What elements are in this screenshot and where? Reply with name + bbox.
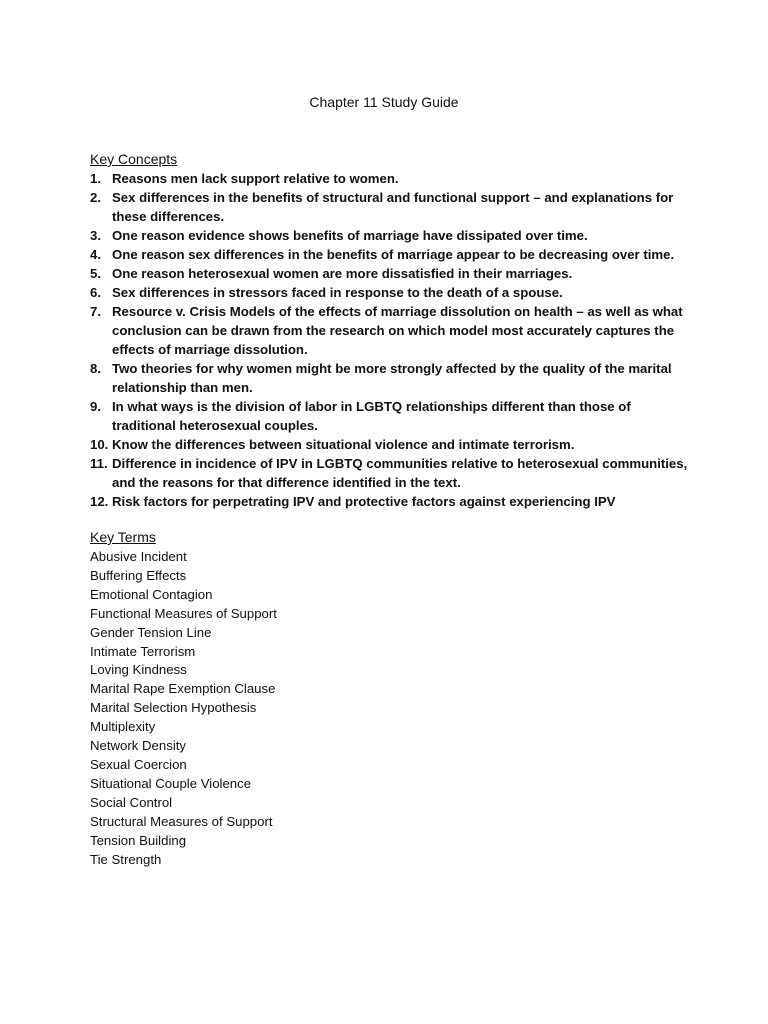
concept-item xyxy=(90,397,690,435)
key-term-item: Intimate Terrorism xyxy=(90,643,196,659)
key-term-item: Buffering Effects xyxy=(90,567,187,583)
concept-number: 5. xyxy=(90,266,101,281)
concept-item xyxy=(90,226,690,245)
concept-item xyxy=(90,245,690,264)
concept-text: Difference in incidence of IPV in LGBTQ communities relative to heterosexual communities, and the reasons for that difference identified in the text. xyxy=(112,456,688,490)
concept-number: 6. xyxy=(90,285,101,300)
concept-item xyxy=(90,302,690,359)
key-concepts-list xyxy=(90,169,690,511)
concept-text: One reason sex differences in the benefits of marriage appear to be decreasing over time. xyxy=(112,247,675,262)
concept-number: 10. xyxy=(90,437,109,452)
key-terms-list xyxy=(90,548,277,869)
key-term-item: Social Control xyxy=(90,794,173,810)
concept-item xyxy=(90,188,690,226)
key-term-item: Situational Couple Violence xyxy=(90,775,252,791)
concept-text: Two theories for why women might be more strongly affected by the quality of the marital relationship than men. xyxy=(112,361,672,395)
key-term-item: Multiplexity xyxy=(90,719,156,735)
concept-item xyxy=(90,169,690,188)
key-term-item: Loving Kindness xyxy=(90,662,187,678)
concept-text: One reason evidence shows benefits of marriage have dissipated over time. xyxy=(112,228,588,243)
key-term-item: Network Density xyxy=(90,738,187,754)
key-term-item: Marital Rape Exemption Clause xyxy=(90,681,276,697)
concept-text: Know the differences between situational violence and intimate terrorism. xyxy=(112,437,575,452)
document-title: Chapter 11 Study Guide xyxy=(309,94,459,110)
concept-text: Sex differences in the benefits of structural and functional support – and explanations for these differences. xyxy=(112,190,674,224)
concept-item xyxy=(90,264,690,283)
key-term-item: Sexual Coercion xyxy=(90,756,187,772)
concept-number: 11. xyxy=(90,456,108,471)
key-term-item: Marital Selection Hypothesis xyxy=(90,700,257,716)
concept-number: 12. xyxy=(90,494,109,509)
key-term-item: Structural Measures of Support xyxy=(90,813,273,829)
concept-text: Reasons men lack support relative to women. xyxy=(112,171,399,186)
key-terms-heading: Key Terms xyxy=(90,529,156,545)
concept-item xyxy=(90,454,690,492)
concept-number: 3. xyxy=(90,228,101,243)
concept-number: 9. xyxy=(90,399,101,414)
key-term-item: Tie Strength xyxy=(90,851,162,867)
concept-item xyxy=(90,435,690,454)
key-term-item: Abusive Incident xyxy=(90,549,187,564)
key-term-item: Emotional Contagion xyxy=(90,586,213,602)
key-term-item: Functional Measures of Support xyxy=(90,605,277,621)
concept-item xyxy=(90,492,690,511)
concept-text: Resource v. Crisis Models of the effects of marriage dissolution on health – as well as what conclusion can be drawn from the research on which model most accurately captures the effects of marriage dissolution. xyxy=(112,304,683,357)
concept-number: 8. xyxy=(90,361,101,376)
concept-number: 4. xyxy=(90,247,101,262)
concept-item xyxy=(90,283,690,302)
concept-text: Sex differences in stressors faced in response to the death of a spouse. xyxy=(112,285,563,300)
concept-text: Risk factors for perpetrating IPV and protective factors against experiencing IPV xyxy=(112,494,616,509)
concept-number: 7. xyxy=(90,304,101,319)
key-term-item: Tension Building xyxy=(90,832,187,848)
key-term-item: Gender Tension Line xyxy=(90,624,212,640)
concept-number: 1. xyxy=(90,171,101,186)
concept-text: One reason heterosexual women are more dissatisfied in their marriages. xyxy=(112,266,573,281)
key-concepts-heading: Key Concepts xyxy=(90,151,178,167)
concept-item xyxy=(90,359,690,397)
concept-number: 2. xyxy=(90,190,101,205)
concept-text: In what ways is the division of labor in LGBTQ relationships different than those of traditional heterosexual couples. xyxy=(112,399,631,433)
